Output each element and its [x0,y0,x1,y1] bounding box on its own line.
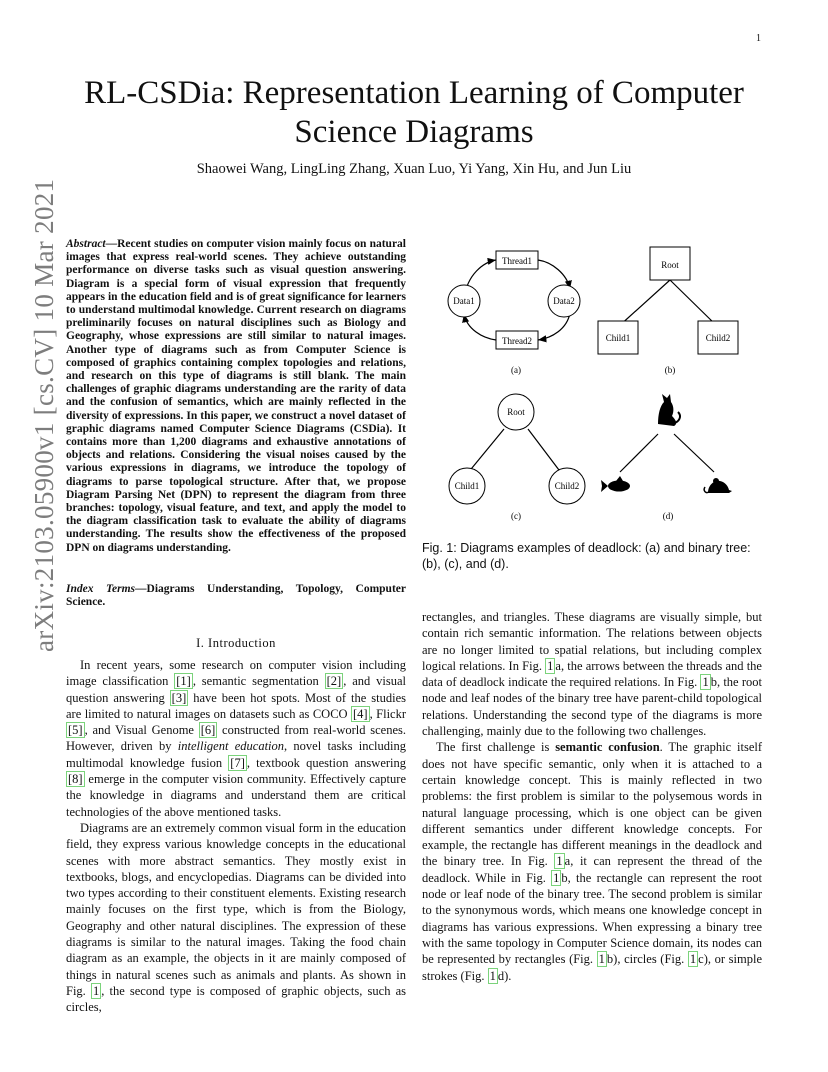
text-run: b), circles (Fig. [606,952,688,967]
figure-link[interactable]: 1 [689,952,697,967]
text-run: , textbook question answering [246,755,406,770]
child1-label: Child1 [605,333,631,343]
citation-link[interactable]: [6] [200,723,216,738]
citation-link[interactable]: [3] [171,690,187,705]
text-run: . The graphic itself does not have specific semantic, only when it is attached to a certain knowledge concept. This is mainly reflected in two problems: the first problem is similar to the polysemous words in natural language processing, which is one object can be given different semantics under different knowledge concepts. For example, the rectangle has different meanings in the deadlock and the binary tree. In Fig. [422,740,763,869]
index-terms [66,583,406,609]
abstract-label: Abstract [66,238,106,250]
root-label: Root [507,407,525,417]
intro-paragraph-1 [66,657,406,820]
text-run: a, it can represent the thread of the deadlock. While in Fig. [422,854,762,885]
diagram-b-binary-tree [598,247,738,375]
right-column [422,609,762,984]
citation-link[interactable]: [1] [176,674,191,689]
intro-paragraph-2 [66,820,406,1016]
abstract-text: —Recent studies on computer vision mainly focus on natural images that express real-world scenes. They achieve outstanding performance on diverse tasks such as visual question answering. Diagram is a special form of visual expression that frequently appears in the education field and is of great significance for learners to understand multimodal knowledge. Current research on diagrams preliminarily focuses on natural disciplines such as Biology and Geography, whose expressions are still similar to natural images. Another type of diagrams such as from Computer Science is composed of graphics containing complex topologies and relations, and research on this type of diagrams is still blank. The main challenges of graphic diagrams understanding are the rarity of data and the confusion of semantics, which are mainly reflected in the diversity of expressions. In this paper, we construct a novel dataset of graphic diagrams named Computer Science Diagrams (CSDia). It contains more than 1,200 diagrams and exhaustive annotations of objects and relations. Considering the visual noises caused by the various expressions in diagrams, we introduce the topology of diagrams to parse topological structure. After that, we propose Diagram Parsing Net (DPN) to represent the diagram from three branches: topology, visual feature, and text, and apply the model to the diagram classification task to evaluate the ability of diagrams understanding. The results show the effectiveness of the proposed DPN on diagrams understanding. [66,238,406,554]
edge-root-child1 [618,280,670,327]
arxiv-stamp: arXiv:2103.05900v1 [cs.CV] 10 Mar 2021 [29,178,59,652]
text-run: Diagrams are an extremely common visual form in the education field, they express various knowledge concepts in the educational scenes with more abstract semantics. They mostly exist in textbooks, blogs, and encyclopedias. Diagrams can be divided into two types according to their constituent elements. Existing research mainly focuses on the first type, which is from the Biology, Geography and other natural disciplines. The expression of these diagrams is similar to the natural images. Taking the food chain diagram as an example, the objects in it are mainly composed of things in natural scenes such as animals and plants. As shown in Fig. [66,820,406,998]
text-run: constructed from real-world scenes. However, driven by [66,723,406,754]
thread1-label: Thread1 [502,256,532,266]
subfigure-c-label: (c) [511,511,521,521]
child2-label: Child2 [554,481,580,491]
figure-link[interactable]: 1 [92,983,100,998]
text-run: d). [497,968,512,983]
figure-link[interactable]: 1 [598,952,605,967]
text-run: In recent years, some research on computer vision including image classification [66,658,406,689]
edge-root-child1 [467,429,504,474]
text-run: c), or simple strokes (Fig. [422,952,762,983]
text-run: b, the root node and leaf nodes of the binary tree have parent-child topological relations. Understanding the second type of the diagrams is more challenging, mainly due to the following two challenges. [422,675,762,739]
intro-column [66,657,406,1016]
text-run: , Flickr [369,706,406,721]
text-run: emerge in the computer vision community. Effectively capture the knowledge in diagrams and understand them are critical technologies of the above mentioned tasks. [66,772,406,819]
text-run: have been hot spots. Most of the studies are limited to natural images on datasets such as COCO [66,690,406,721]
cat-icon [658,394,680,426]
figure-link[interactable]: 1 [556,854,563,869]
figure-link[interactable]: 1 [702,675,709,690]
citation-link[interactable]: [8] [68,772,83,787]
subfigure-d-label: (d) [662,511,674,521]
thread2-label: Thread2 [502,336,532,346]
emphasis-text: intelligent education [177,739,285,754]
edge-root-child1 [620,434,658,472]
figure-1 [422,236,762,531]
citation-link[interactable]: [4] [353,706,368,721]
text-run: b, the rectangle can represent the root node or leaf node of the binary tree. The second problem is similar to the synonymous words, which means one knowledge concept in diagrams has various expressions. When expressing a binary tree with the same topology in Computer Science domain, its nodes can be represented by rectangles (Fig. [422,870,762,967]
abstract [66,238,406,555]
child2-label: Child2 [705,333,731,343]
text-run: rectangles, and triangles. These diagrams are visually simple, but contain rich semantic information. The relations between objects are no longer limited to spatial relations, but including complex logical relations. In Fig. [422,610,762,673]
citation-link[interactable]: [5] [68,723,83,738]
bold-term: semantic confusion [555,740,660,755]
page-number: 1 [756,33,761,44]
paper-title: RL-CSDia: Representation Learning of Computer Science Diagrams [84,75,744,150]
subfigure-b-label: (b) [664,365,676,375]
figure-link[interactable]: 1 [489,968,496,983]
text-run: a, the arrows between the threads and the data of deadlock indicate the required relations. In Fig. [422,658,762,690]
edge-root-child2 [528,429,562,474]
text-run: The first challenge is [436,740,556,755]
diagram-a-deadlock [448,251,580,375]
diagram-d-stroke-tree [601,394,732,521]
text-run: , and Visual Genome [84,723,199,738]
text-run: , the second type is composed of graphic objects, such as circles, [66,983,406,1015]
author-list: Shaowei Wang, LingLing Zhang, Xuan Luo, Yi Yang, Xin Hu, and Jun Liu [196,161,632,177]
text-run: , and visual question answering [66,674,406,705]
section-heading: I. Introduction [196,636,276,650]
child1-label: Child1 [454,481,480,491]
arrow-thread2-to-data1 [464,314,496,340]
index-terms-label: Index Terms [66,583,136,595]
mouse-icon [704,478,732,493]
right-paragraph-1 [422,609,762,739]
data1-label: Data1 [453,296,475,306]
right-paragraph-2 [422,739,762,983]
fish-icon [601,476,630,492]
diagram-c-binary-tree [449,394,585,521]
figure-link[interactable]: 1 [547,658,554,673]
edge-root-child2 [674,434,714,472]
index-terms-text: —Diagrams Understanding, Topology, Computer Science. [66,583,406,609]
root-label: Root [661,260,679,270]
figure-link[interactable]: 1 [553,870,560,885]
data2-label: Data2 [553,296,575,306]
text-run: , semantic segmentation [192,674,325,689]
text-run: , novel tasks including multimodal knowledge fusion [66,739,406,770]
edge-root-child2 [670,280,718,327]
citation-link[interactable]: [7] [230,755,245,770]
figure-caption: Fig. 1: Diagrams examples of deadlock: (a) and binary tree: (b), (c), and (d). [422,541,751,571]
citation-link[interactable]: [2] [326,674,342,689]
subfigure-a-label: (a) [511,365,521,375]
